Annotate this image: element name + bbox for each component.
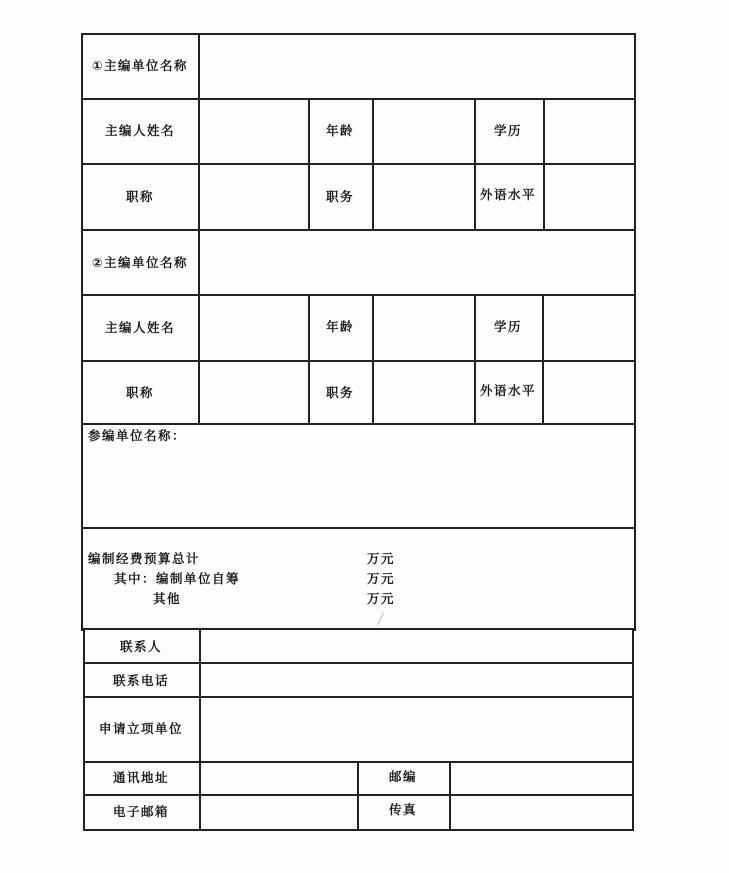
fax-field[interactable] <box>451 796 631 828</box>
table-border-left-lower <box>83 628 85 831</box>
language-1-label: 外语水平 <box>479 186 537 202</box>
language-1-field[interactable] <box>545 165 633 228</box>
title-2-field[interactable] <box>200 362 307 422</box>
postcode-field[interactable] <box>451 763 631 793</box>
education-1-field[interactable] <box>545 100 633 162</box>
editor-name-2-label: 主编人姓名 <box>104 319 176 335</box>
age-2-field[interactable] <box>374 296 473 359</box>
postcode-label: 邮编 <box>388 768 418 784</box>
budget-other-field[interactable] <box>190 588 363 608</box>
budget-total-unit: 万元 <box>367 551 396 566</box>
editor-name-2-field[interactable] <box>200 296 307 359</box>
age-1-field[interactable] <box>374 100 473 162</box>
row-line <box>81 423 635 425</box>
participating-units-label: 参编单位名称： <box>88 428 187 443</box>
editor-name-1-field[interactable] <box>200 100 307 162</box>
education-2-label: 学历 <box>493 318 523 334</box>
budget-total-label: 编制经费预算总计 <box>88 551 201 566</box>
budget-other-label: 其他 <box>153 591 182 606</box>
applicant-unit-label: 申请立项单位 <box>98 720 184 736</box>
unit-name-2-label: ②主编单位名称 <box>91 254 189 270</box>
phone-field[interactable] <box>201 664 631 695</box>
row-line <box>81 527 635 529</box>
title-1-label: 职称 <box>125 188 155 204</box>
education-2-field[interactable] <box>544 296 633 359</box>
applicant-unit-field[interactable] <box>201 698 631 760</box>
position-1-label: 职务 <box>325 188 355 204</box>
scan-mark <box>377 612 384 625</box>
col-line <box>474 294 476 424</box>
unit-name-1-field[interactable] <box>200 35 633 97</box>
address-label: 通讯地址 <box>112 769 170 785</box>
title-1-field[interactable] <box>200 165 307 228</box>
position-2-label: 职务 <box>325 384 355 400</box>
table-border-right <box>634 33 636 631</box>
budget-other-unit: 万元 <box>367 591 396 606</box>
participating-units-field[interactable] <box>83 448 633 526</box>
col-line <box>357 761 359 830</box>
contact-person-field[interactable] <box>201 630 631 661</box>
table-border-right-lower <box>632 628 634 831</box>
budget-self-funded-unit: 万元 <box>367 571 396 586</box>
budget-total-field[interactable] <box>205 548 363 568</box>
address-field[interactable] <box>201 763 356 793</box>
col-line <box>308 294 310 424</box>
budget-self-funded-field[interactable] <box>250 568 363 588</box>
position-2-field[interactable] <box>374 362 473 422</box>
table-border-left <box>81 33 83 631</box>
fax-label: 传真 <box>388 801 418 817</box>
position-1-field[interactable] <box>374 165 473 228</box>
contact-person-label: 联系人 <box>119 638 163 654</box>
title-2-label: 职称 <box>125 384 155 400</box>
language-2-label: 外语水平 <box>479 382 537 398</box>
age-1-label: 年龄 <box>325 122 355 138</box>
age-2-label: 年龄 <box>325 318 355 334</box>
col-line <box>474 98 476 229</box>
col-line <box>308 98 310 229</box>
phone-label: 联系电话 <box>112 672 170 688</box>
budget-self-funded-label: 其中：编制单位自筹 <box>114 571 241 586</box>
editor-name-1-label: 主编人姓名 <box>104 122 176 138</box>
unit-name-2-field[interactable] <box>200 231 633 293</box>
education-1-label: 学历 <box>493 122 523 138</box>
unit-name-1-label: ①主编单位名称 <box>91 57 189 73</box>
language-2-field[interactable] <box>544 362 633 422</box>
email-label: 电子邮箱 <box>112 803 170 819</box>
email-field[interactable] <box>201 796 356 828</box>
